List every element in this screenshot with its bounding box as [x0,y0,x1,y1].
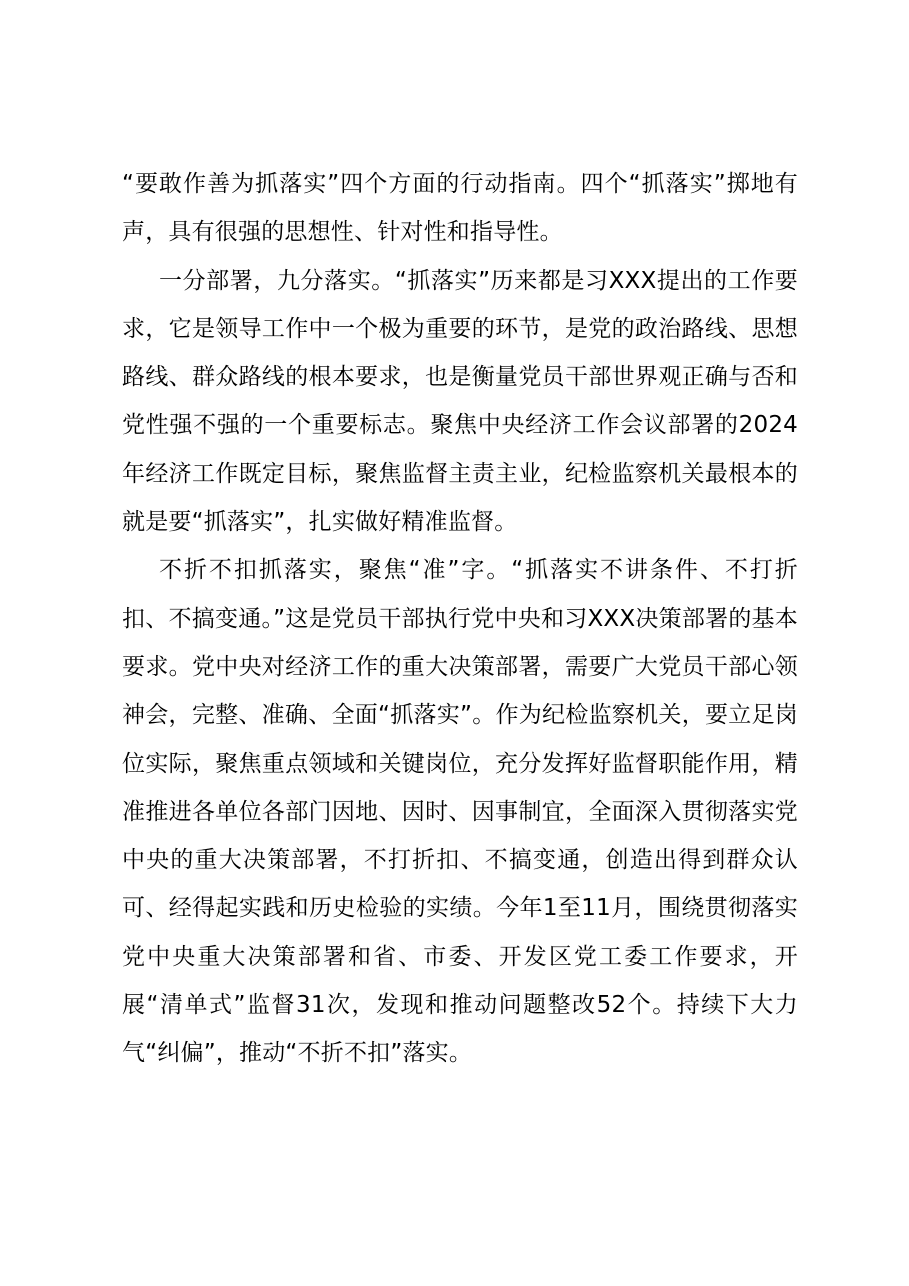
document-body [122,160,798,1078]
paragraph-1: “要敢作善为抓落实”四个方面的行动指南。四个“抓落实”掷地有声，具有很强的思想性、针对性和指导性。 [122,171,798,246]
paragraph-3: 不折不扣抓落实，聚焦“准”字。“抓落实不讲条件、不打折扣、不搞变通。”这是党员干部执行党中央和习XXX决策部署的基本要求。党中央对经济工作的重大决策部署，需要广大党员干部心领神会，完整、准确、全面“抓落实”。作为纪检监察机关，要立足岗位实际，聚焦重点领域和关键岗位，充分发挥好监督职能作用，精准推进各单位各部门因地、因时、因事制宜，全面深入贯彻落实党中央的重大决策部署，不打折扣、不搞变通，创造出得到群众认可、经得起实践和历史检验的实绩。今年1至11月，围绕贯彻落实党中央重大决策部署和省、市委、开发区党工委工作要求，开展“清单式”监督31次，发现和推动问题整改52个。持续下大力气“纠偏”，推动“不折不扣”落实。 [122,557,798,1067]
paragraph-2: 一分部署，九分落实。“抓落实”历来都是习XXX提出的工作要求，它是领导工作中一个极为重要的环节，是党的政治路线、思想路线、群众路线的根本要求，也是衡量党员干部世界观正确与否和党性强不强的一个重要标志。聚焦中央经济工作会议部署的2024年经济工作既定目标，聚焦监督主责主业，纪检监察机关最根本的就是要“抓落实”，扎实做好精准监督。 [122,267,798,536]
